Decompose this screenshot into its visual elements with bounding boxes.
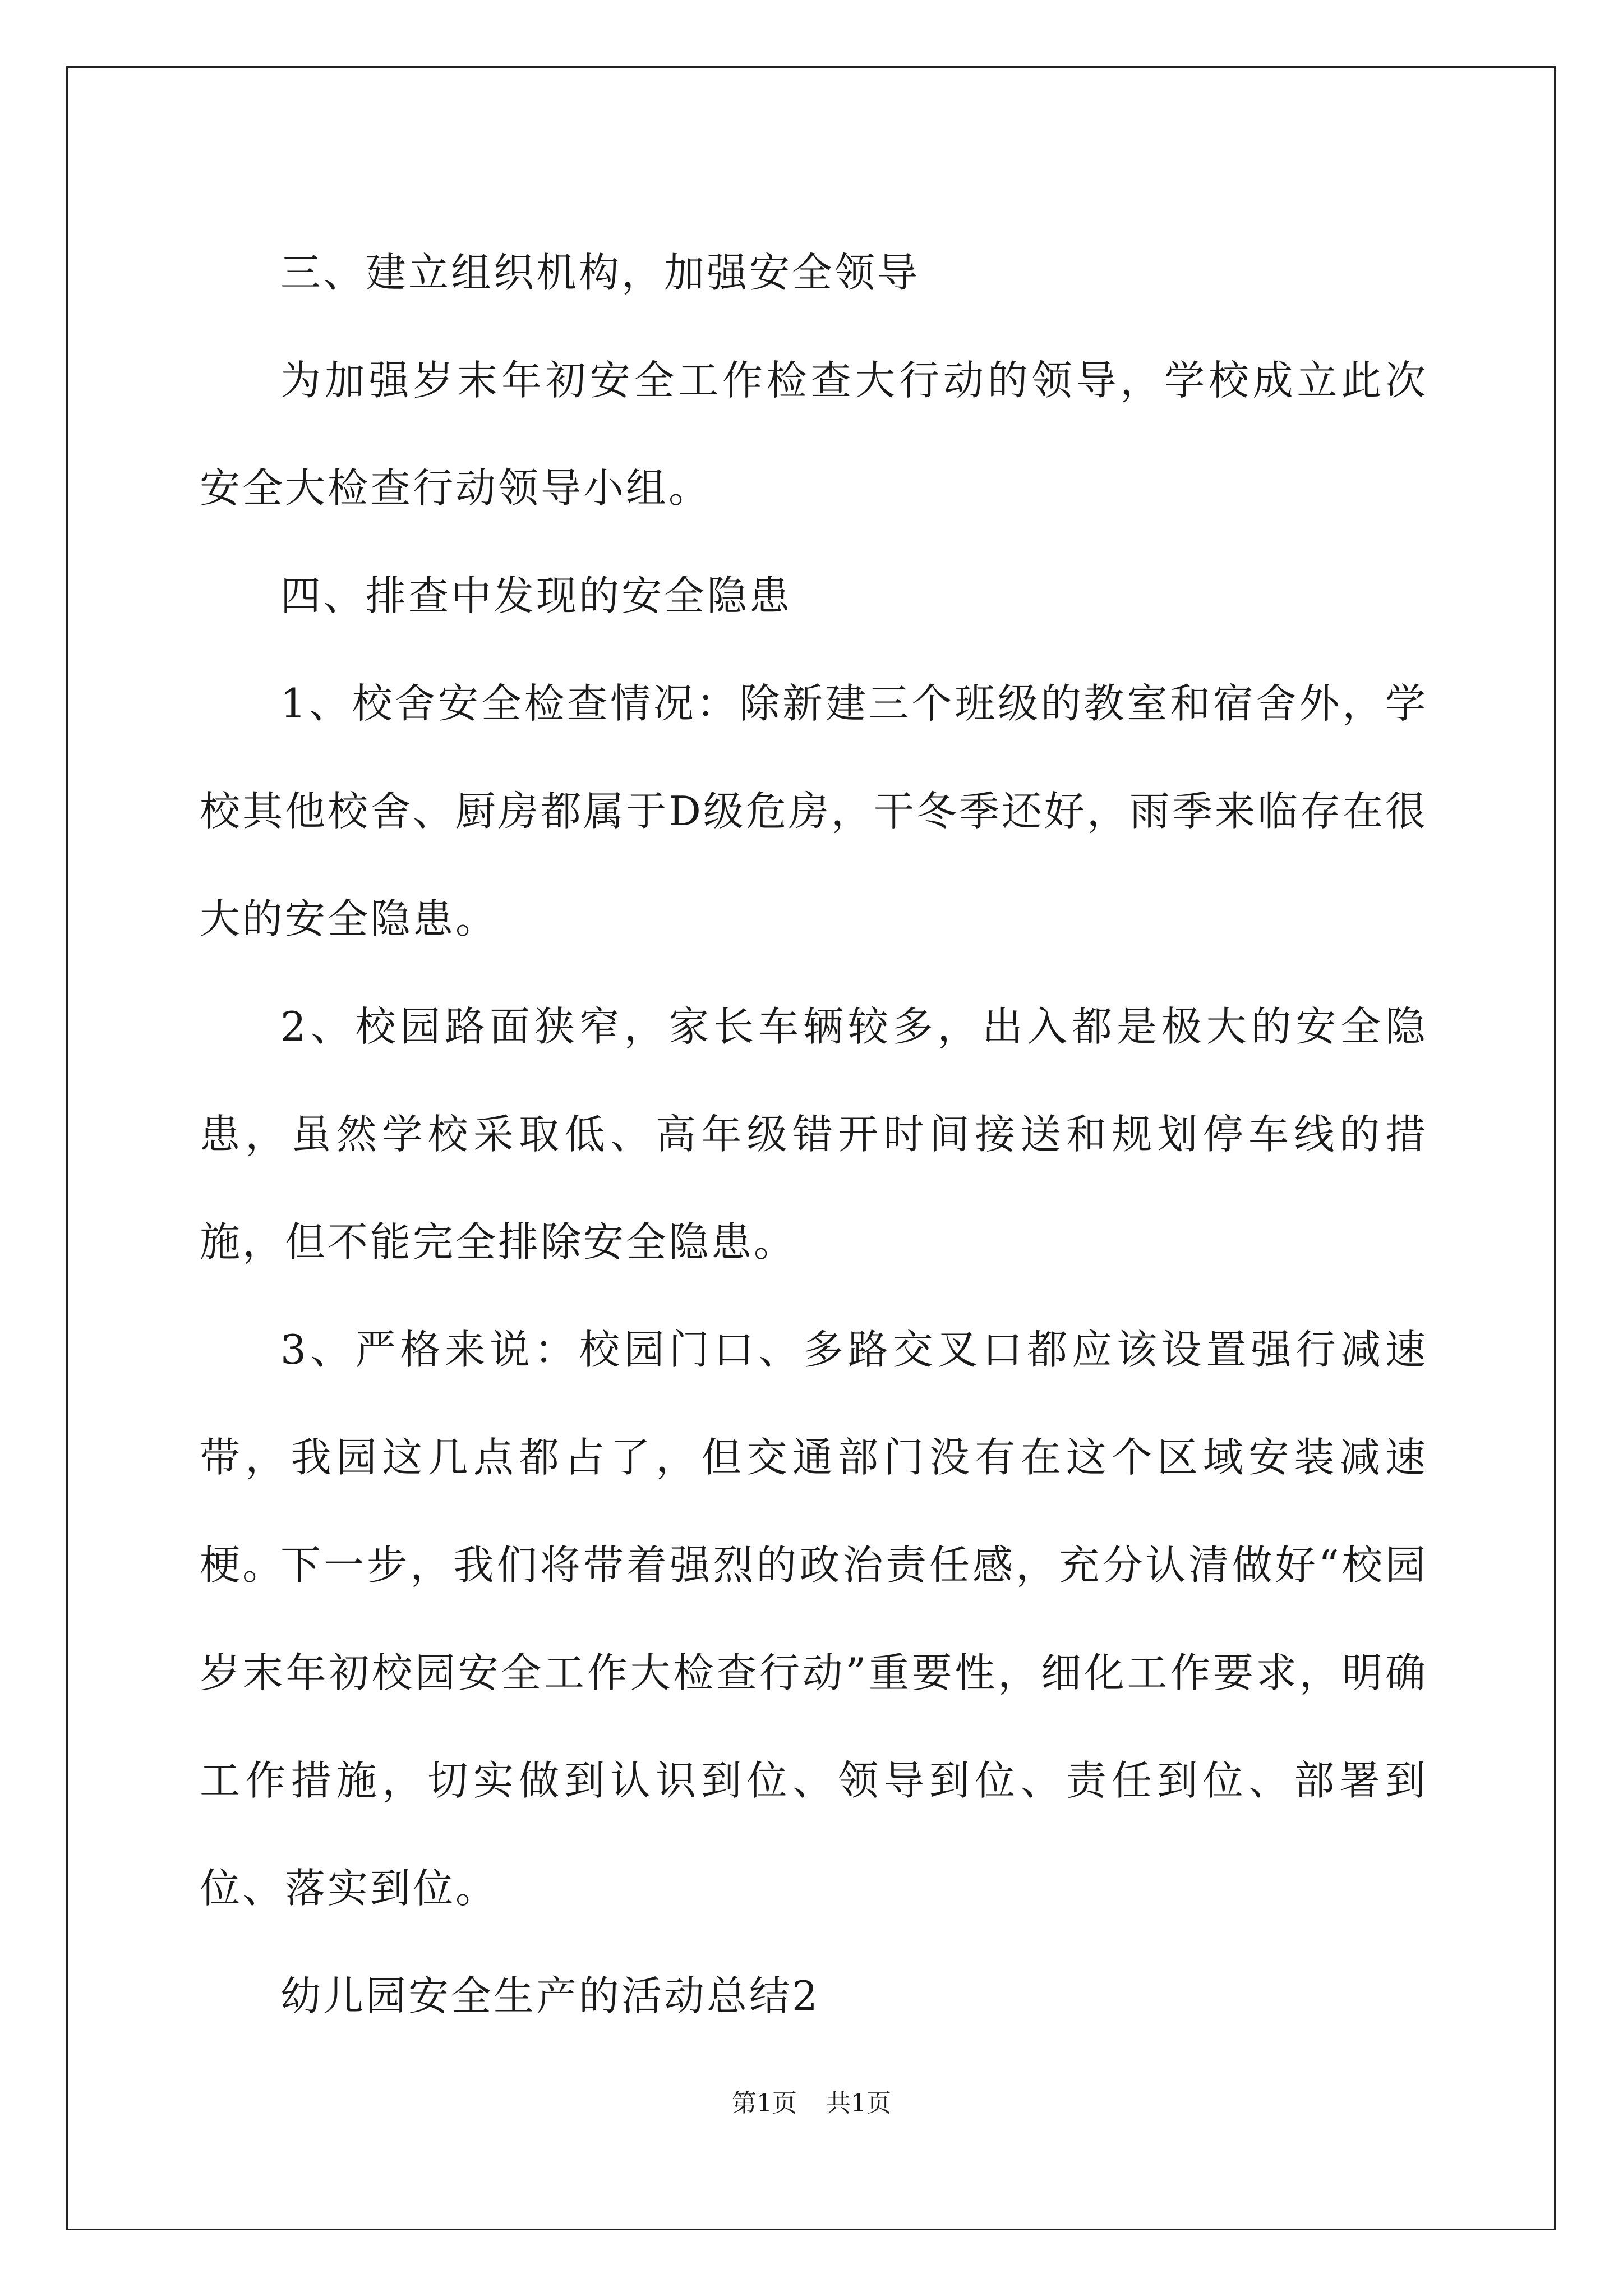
paragraph-next-steps: 下一步，我们将带着强烈的政治责任感，充分认清做好“校园岁末年初校园安全工作大检查行动”重要性，细化工作要求，明确工作措施，切实做到认识到位、领导到位、责任到位、部署到位、落实到位。 — [200, 1542, 1428, 1912]
page-total-label: 共1页 — [826, 2089, 891, 2118]
paragraph-item-2: 2、校园路面狭窄，家长车辆较多，出入都是极大的安全隐患，虽然学校采取低、高年级错开时间接送和规划停车线的措施，但不能完全排除安全隐患。 — [200, 1003, 1428, 1266]
document-subtitle: 幼儿园安全生产的活动总结2 — [280, 1972, 820, 2019]
paragraph-item-1: 1、校舍安全检查情况：除新建三个班级的教室和宿舍外，学校其他校舍、厨房都属于D级危房，干冬季还好，雨季来临存在很大的安全隐患。 — [200, 680, 1428, 942]
page-footer — [0, 2087, 1623, 2120]
section-heading-3: 三、建立组织机构，加强安全领导 — [280, 249, 920, 296]
section-heading-4: 四、排查中发现的安全隐患 — [280, 572, 792, 619]
paragraph-leadership: 为加强岁末年初安全工作检查大行动的领导，学校成立此次安全大检查行动领导小组。 — [200, 357, 1428, 512]
paragraph-item-3: 3、严格来说：校园门口、多路交叉口都应该设置强行减速带，我园这几点都占了，但交通部门没有在这个区域安装减速梗。 — [200, 1326, 1428, 1589]
page-number-label: 第1页 — [732, 2089, 797, 2118]
